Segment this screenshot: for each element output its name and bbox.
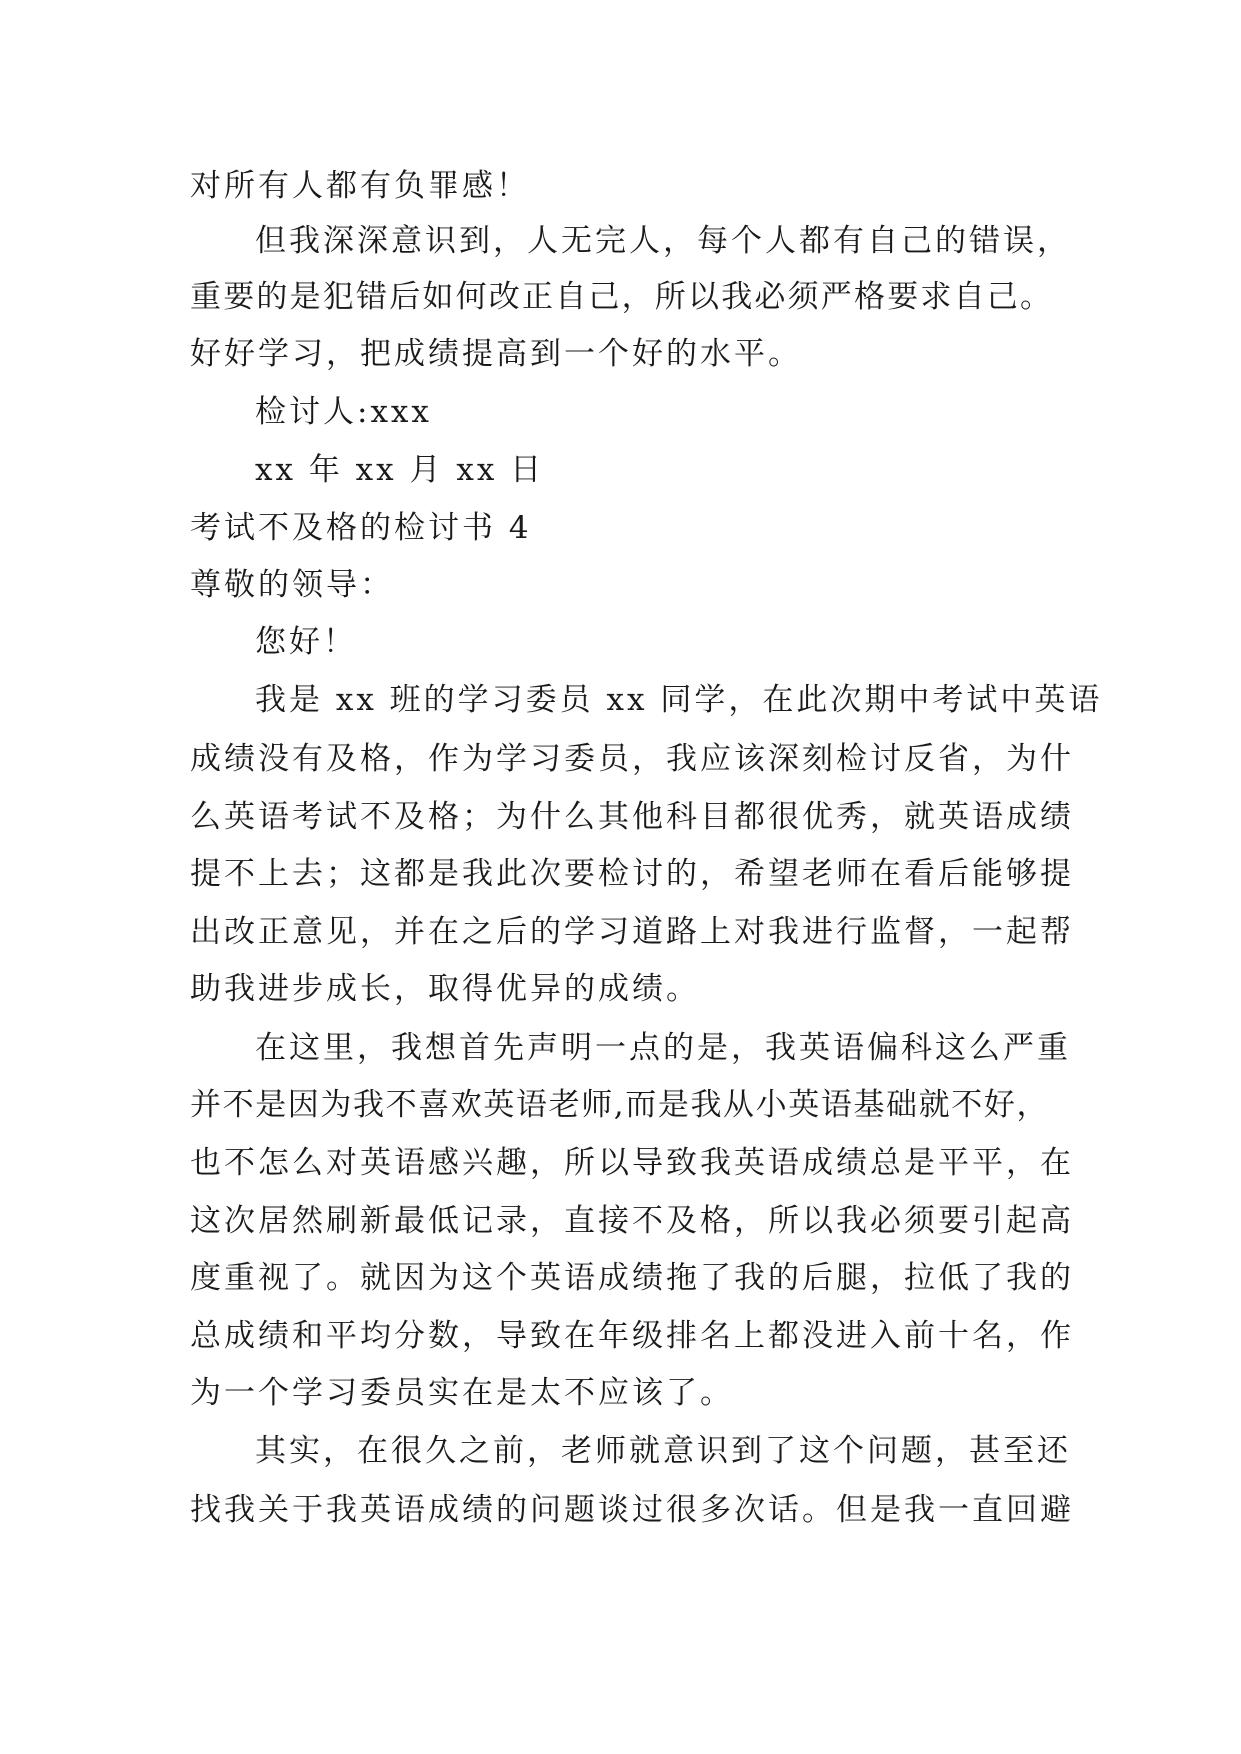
paragraph-line: 我是 xx 班的学习委员 xx 同学，在此次期中考试中英语: [255, 682, 1103, 718]
paragraph-line: 重要的是犯错后如何改正自己，所以我必须严格要求自己。: [190, 279, 1054, 315]
paragraph-line: 也不怎么对英语感兴趣，所以导致我英语成绩总是平平，在: [190, 1145, 1074, 1181]
paragraph-line: 提不上去；这都是我此次要检讨的，希望老师在看后能够提: [190, 856, 1074, 892]
paragraph-line: 助我进步成长，取得优异的成绩。: [190, 971, 700, 1007]
paragraph-line: 成绩没有及格，作为学习委员，我应该深刻检讨反省，为什: [190, 741, 1074, 777]
paragraph-line: 并不是因为我不喜欢英语老师,而是我从小英语基础就不好，: [190, 1087, 1050, 1123]
salutation: 尊敬的领导：: [190, 567, 394, 603]
paragraph-line: 其实，在很久之前，老师就意识到了这个问题，甚至还: [255, 1433, 1071, 1469]
paragraph-line: 为一个学习委员实在是太不应该了。: [190, 1375, 734, 1411]
paragraph-line: 好好学习，把成绩提高到一个好的水平。: [190, 336, 802, 372]
paragraph-line: 么英语考试不及格；为什么其他科目都很优秀，就英语成绩: [190, 799, 1074, 835]
signature-line: 检讨人:xxx: [255, 394, 432, 430]
paragraph-line: 对所有人都有负罪感！: [190, 168, 530, 204]
date-line: xx 年 xx 月 xx 日: [255, 452, 545, 488]
paragraph-line: 在这里，我想首先声明一点的是，我英语偏科这么严重: [255, 1030, 1071, 1066]
section-title: 考试不及格的检讨书 4: [190, 510, 532, 546]
paragraph-line: 但我深深意识到，人无完人，每个人都有自己的错误，: [255, 223, 1071, 259]
greeting: 您好！: [255, 624, 357, 660]
paragraph-line: 这次居然刷新最低记录，直接不及格，所以我必须要引起高: [190, 1203, 1074, 1239]
paragraph-line: 总成绩和平均分数，导致在年级排名上都没进入前十名，作: [190, 1318, 1074, 1354]
paragraph-line: 找我关于我英语成绩的问题谈过很多次话。但是我一直回避: [190, 1492, 1074, 1528]
paragraph-line: 度重视了。就因为这个英语成绩拖了我的后腿，拉低了我的: [190, 1260, 1074, 1296]
paragraph-line: 出改正意见，并在之后的学习道路上对我进行监督，一起帮: [190, 914, 1074, 950]
